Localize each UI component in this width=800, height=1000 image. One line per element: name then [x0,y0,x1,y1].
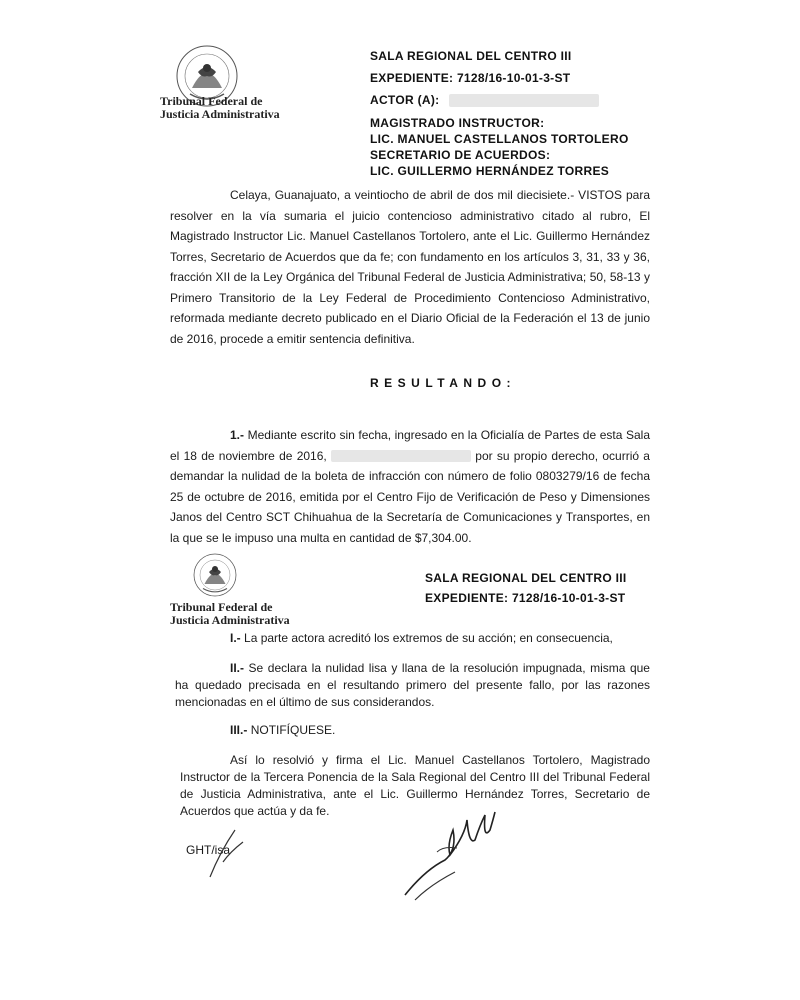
sala-heading: SALA REGIONAL DEL CENTRO III [370,49,572,63]
resolutivo-iii: III.- NOTIFÍQUESE. [230,723,336,737]
resultando-1: 1.- Mediante escrito sin fecha, ingresado en la Oficialía de Partes de esta Sala el 18 de noviembre de 2016, por su propio derecho, ocurrió a demandar la nulidad de la boleta de infracción con número de folio 0803279/16 de fecha 25 de octubre de 2016, emitida por el Centro Fijo de Verificación de Peso y Dimensiones Janos del Centro SCT Chihuahua de la Secretaría de Comunicaciones y Transportes, en la que se le impuso una multa en cantidad de $7,304.00. [170,428,650,545]
resolutivo-i: I.- La parte actora acreditó los extremos de su acción; en consecuencia, [230,631,613,645]
magistrado-block: MAGISTRADO INSTRUCTOR: LIC. MANUEL CASTELLANOS TORTOLERO [370,116,629,146]
redacted-party-name [331,450,471,462]
intro-paragraph: Celaya, Guanajuato, a veintiocho de abril de dos mil diecisiete.- VISTOS para resolver en la vía sumaria el juicio contencioso administrativo citado al rubro, El Magistrado Instructor Lic. Manuel Castellanos Tortolero, ante el Lic. Guillermo Hernández Torres, Secretario de Acuerdos que da fe; con fundamento en los artículos 3, 31, 33 y 36, fracción XII de la Ley Orgánica del Tribunal Federal de Justicia Administrativa; 50, 58-13 y Primero Transitorio de la Ley Federal de Procedimiento Contencioso Administrativo, reformada mediante decreto publicado en el Diario Oficial de la Federación el 13 de junio de 2016, procede a emitir sentencia definitiva. [170,188,650,346]
closing-paragraph: Así lo resolvió y firma el Lic. Manuel Castellanos Tortolero, Magistrado Instructor de la Tercera Ponencia de la Sala Regional del Centro III del Tribunal Federal de Justicia Administrativa, ante el Lic. Guillermo Hernández Torres, Secretario de Acuerdos que actúa y da fe. [180,753,650,818]
institution-name: Tribunal Federal de Justicia Administrativa [160,94,280,121]
expediente-number: EXPEDIENTE: 7128/16-10-01-3-ST [425,591,626,605]
sala-heading: SALA REGIONAL DEL CENTRO III [425,571,627,585]
section-title-resultando: RESULTANDO: [370,376,517,390]
redacted-actor-name [449,94,599,107]
initials: GHT/isa [186,843,231,857]
expediente-number: EXPEDIENTE: 7128/16-10-01-3-ST [370,71,571,85]
handwritten-signature-icon [395,800,505,915]
institution-name: Tribunal Federal de Justicia Administrativa [170,600,290,627]
secretario-block: SECRETARIO DE ACUERDOS: LIC. GUILLERMO HERNÁNDEZ TORRES [370,148,610,178]
resolutivo-ii: II.- Se declara la nulidad lisa y llana de la resolución impugnada, misma que ha quedado precisada en el resultando primero del presente fallo, por las razones mencionadas en el último de sus considerandos. [175,661,650,709]
initials-scribble-icon [205,822,250,887]
actor-label: ACTOR (A): [370,92,599,108]
